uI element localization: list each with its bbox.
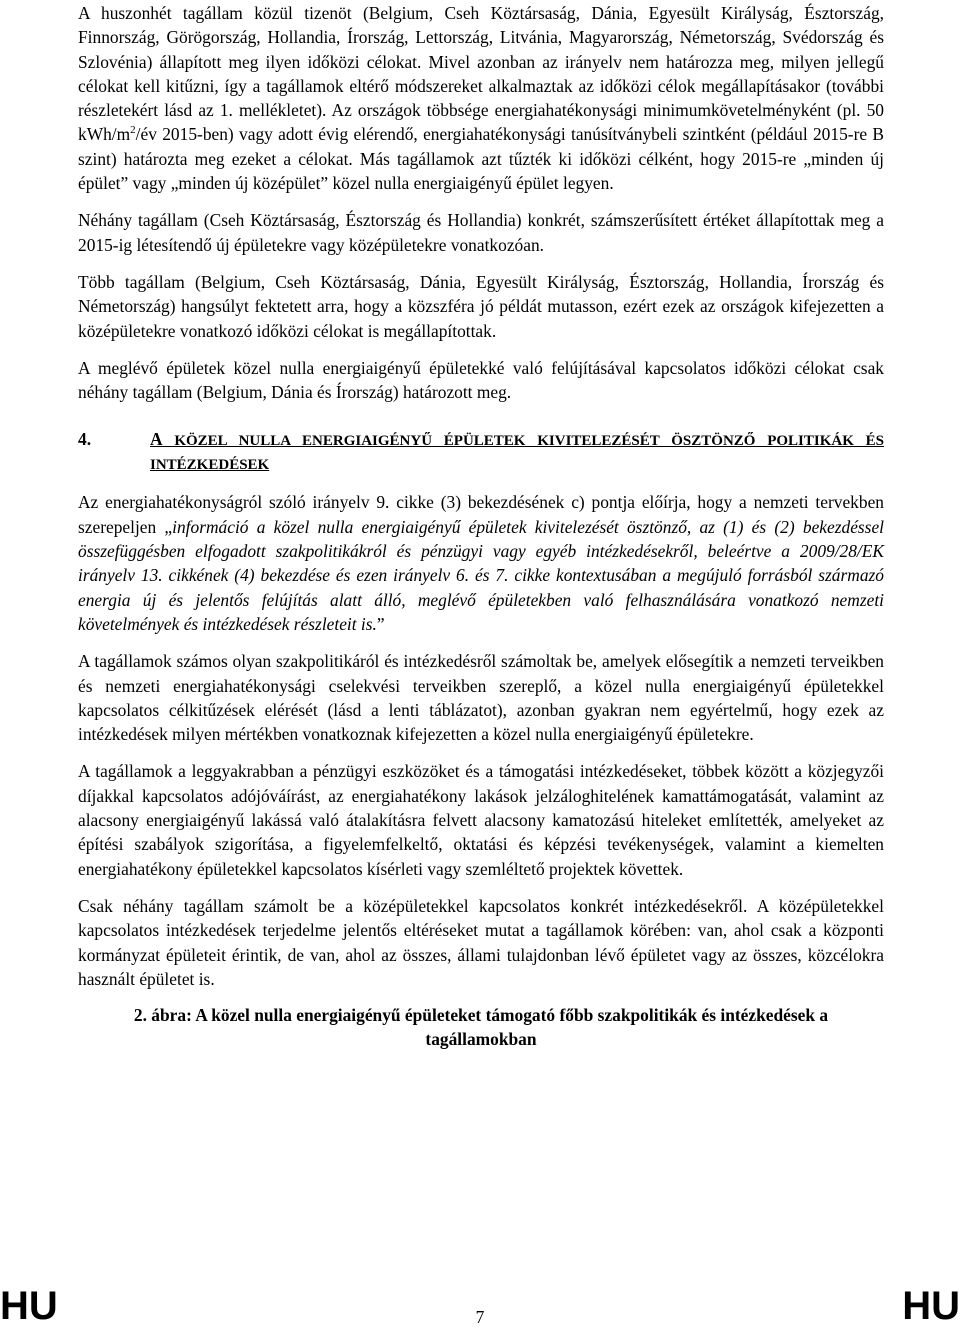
footer-language-right: HU [902,1284,960,1328]
paragraph-public-sector: Több tagállam (Belgium, Cseh Köztársaság, Dánia, Egyesült Királyság, Észtország, Hollandia, Írország és Németország) hangsúlyt fektetett arra, hogy a közszféra jó példát mutasson, ezért ezek az országok kifejezetten a középületekre vonatkozó időközi célokat is megállapítottak. [78,271,884,341]
paragraph-financial-instruments: A tagállamok a leggyakrabban a pénzügyi eszközöket és a támogatási intézkedéseket, többek között a közjegyzői díjakkal kapcsolatos adójóváírást, az energiahatékony lakások jelzáloghitelének kamattámogatását, valamint az alacsony energiaigényű lakássá való átalakításra felvett alacsony kamatozású hiteleket említették, amelyeket az építési szabályok szigorítása, a figyelemfelkeltő, oktatási és képzési tevékenységek, valamint a kiemelten energiahatékony épületekkel kapcsolatos kísérleti vagy szemléltető projektek követtek. [78,761,884,879]
paragraph-interim-targets: A huszonhét tagállam közül tizenöt (Belgium, Cseh Köztársaság, Dánia, Egyesült Királyság, Észtország, Finnország, Görögország, Hollandia, Írország, Lettország, Litvánia, Magyarország, Németország, Svédország és Szlovénia) állapított meg ilyen időközi célokat. Mivel azonban az irányelv nem határozza meg, milyen jellegű célokat kell kitűzni, így a tagállamok eltérő módszereket alkalmaztak az időközi célok megállapításakor (további részletekért lásd az 1. mellékletet). Az országok többsége energiahatékonysági minimumkövetelményként (pl. 50 kWh/$m^2/év$ 2015-ben) vagy adott évig elérendő, energiahatékonysági tanúsítványbeli szintként (például 2015-re B szint) határozta meg ezeket a célokat. Más tagállamok azt tűzték ki időközi célként, hogy 2015-re „minden új épület” vagy „minden új középület” közel nulla energiaigényű épület legyen. [78,3,884,194]
superscript-2: 2 [130,124,136,137]
directive-quote: információ a közel nulla energiaigényű épületek kivitelezését ösztönző, az (1) és (2) bekezdéssel összefüggésben elfogadott szakpolitikákról és pénzügyi vagy egyéb intézkedésekről, beleértve a 2009/28/EK irányelv 13. cikkének (4) bekezdése és ezen irányelv 6. és 7. cikke kontextusában a megújuló forrásból származó energia új és jelentős felújítás alatt álló, meglévő épületekben való felhasználására vonatkozó nemzeti követelmények és intézkedések részleteit is. [78,516,884,634]
page-number: 7 [475,1307,485,1327]
section-title: A KÖZEL NULLA ENERGIAIGÉNYŰ ÉPÜLETEK KIVITELEZÉSÉT ÖSZTÖNZŐ POLITIKÁK ÉS INTÉZKEDÉSEK [150,429,884,474]
paragraph-public-buildings: Csak néhány tagállam számolt be a középületekkel kapcsolatos konkrét intézkedésekről. A középületekkel kapcsolatos intézkedések terjedelme jelentős eltéréseket mutat a tagállamok körében: van, ahol csak a központi kormányzat épületeit érintik, de van, ahol az összes, állami tulajdonban lévő épületet vagy az összes, közcélokra használt épületet is. [78,895,884,989]
document-page [78,0,884,1052]
figure-caption: 2. ábra: A közel nulla energiaigényű épületeket támogató főbb szakpolitikák és intézkedések a tagállamokban [133,1005,829,1050]
paragraph-quantified-values: Néhány tagállam (Cseh Köztársaság, Észtország és Hollandia) konkrét, számszerűsített értéket állapítottak meg a 2015-ig létesítendő új épületekre vagy középületekre vonatkozóan. [78,210,884,255]
section-number: 4. [78,429,92,450]
section-heading [78,427,884,477]
footer-language-left: HU [0,1284,58,1328]
paragraph-policies-reported: A tagállamok számos olyan szakpolitikáról és intézkedésről számoltak be, amelyek elősegítik a nemzeti terveikben és nemzeti energiahatékonysági cselekvési terveikben szereplő, a közel nulla energiaigényű épületekkel kapcsolatos célkitűzések elérését (lásd a lenti táblázatot), azonban gyakran nem egyértelmű, hogy ezek az intézkedések milyen mértékben vonatkoznak kifejezetten a közel nulla energiaigényű épületekre. [78,651,884,745]
paragraph-renovation-targets: A meglévő épületek közel nulla energiaigényű épületekké való felújításával kapcsolatos időközi célokat csak néhány tagállam (Belgium, Dánia és Írország) határozott meg. [78,357,884,403]
paragraph-directive-article: Az energiahatékonyságról szóló irányelv 9. cikke (3) bekezdésének c) pontja előírja, hogy a nemzeti tervekben szerepeljen „információ a közel nulla energiaigényű épületek kivitelezését ösztönző, az (1) és (2) bekezdéssel összefüggésben elfogadott szakpolitikákról és pénzügyi vagy egyéb intézkedésekről, beleértve a 2009/28/EK irányelv 13. cikkének (4) bekezdése és ezen irányelv 6. és 7. cikke kontextusában a megújuló forrásból származó energia új és jelentős felújítás alatt álló, meglévő épületekben való felhasználására vonatkozó nemzeti követelmények és intézkedések részleteit is.” [78,492,884,634]
